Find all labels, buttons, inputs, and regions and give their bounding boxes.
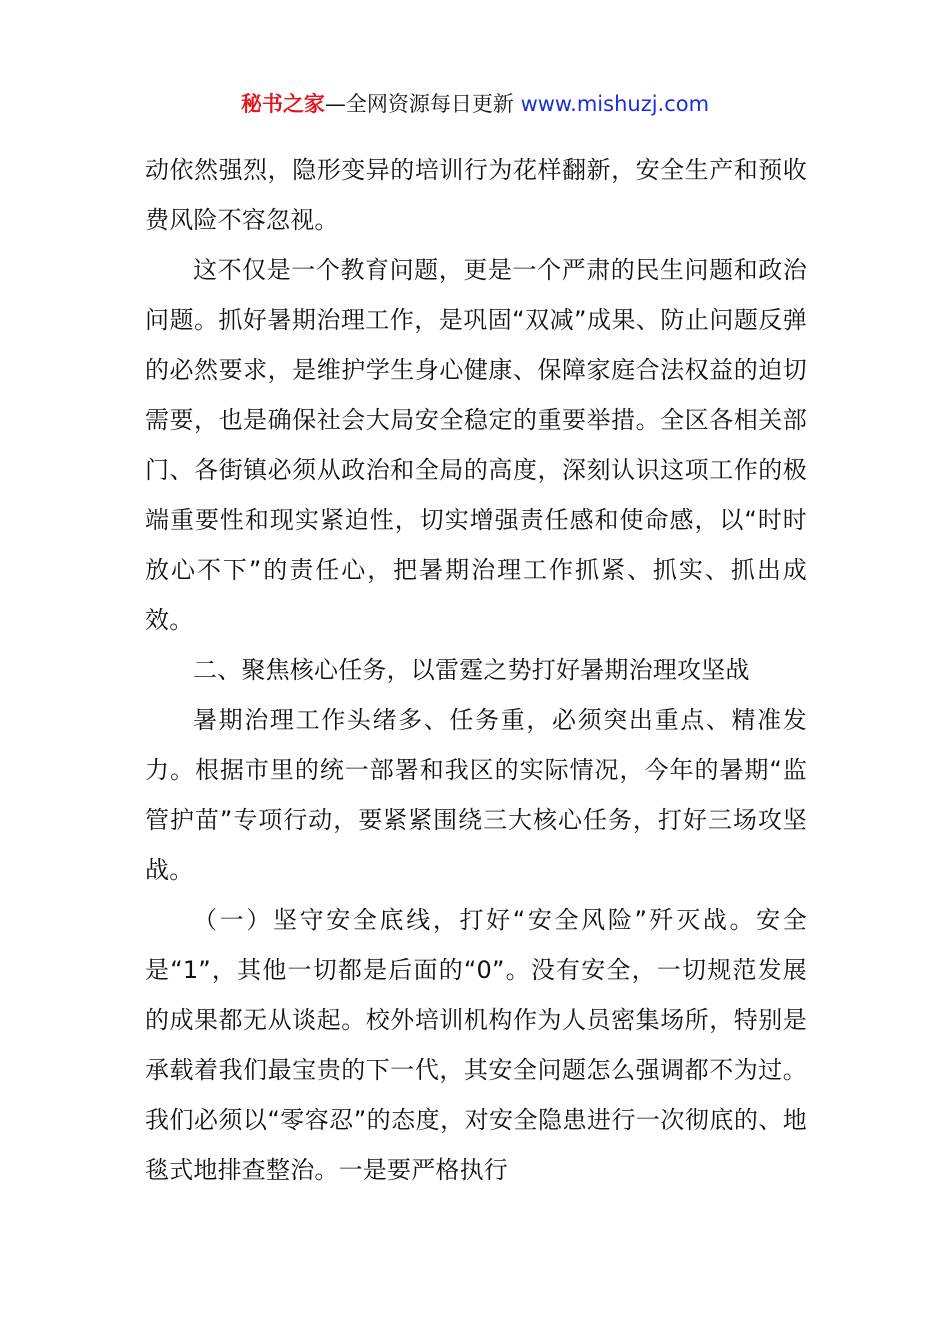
site-header — [0, 88, 950, 120]
paragraph-4: （一）坚守安全底线，打好“安全风险”歼灭战。安全是“1”，其他一切都是后面的“0”。没有安全，一切规范发展的成果都无从谈起。校外培训机构作为人员密集场所，特别是承载着我们最宝贵的下一代，其安全问题怎么强调都不为过。我们必须以“零容忍”的态度，对安全隐患进行一次彻底的、地毯式地排查整治。一是要严格执行 — [145, 906, 807, 1184]
paragraph-1: 动依然强烈，隐形变异的培训行为花样翻新，安全生产和预收费风险不容忽视。 — [145, 156, 807, 234]
site-url-link[interactable]: www.mishuzj.com — [520, 92, 710, 116]
site-tagline: —全网资源每日更新 — [324, 92, 514, 116]
site-brand: 秘书之家 — [240, 92, 325, 116]
paragraph-2: 这不仅是一个教育问题，更是一个严肃的民生问题和政治问题。抓好暑期治理工作，是巩固“双减”成果、防止问题反弹的必然要求，是维护学生身心健康、保障家庭合法权益的迫切需要，也是确保社会大局安全稳定的重要举措。全区各相关部门、各街镇必须从政治和全局的高度，深刻认识这项工作的极端重要性和现实紧迫性，切实增强责任感和使命感，以“时时放心不下”的责任心，把暑期治理工作抓紧、抓实、抓出成效。 — [145, 256, 807, 634]
document-body — [145, 145, 807, 1195]
section-heading: 二、聚焦核心任务，以雷霆之势打好暑期治理攻坚战 — [193, 656, 750, 684]
paragraph-3: 暑期治理工作头绪多、任务重，必须突出重点、精准发力。根据市里的统一部署和我区的实际情况，今年的暑期“监管护苗”专项行动，要紧紧围绕三大核心任务，打好三场攻坚战。 — [145, 706, 807, 884]
